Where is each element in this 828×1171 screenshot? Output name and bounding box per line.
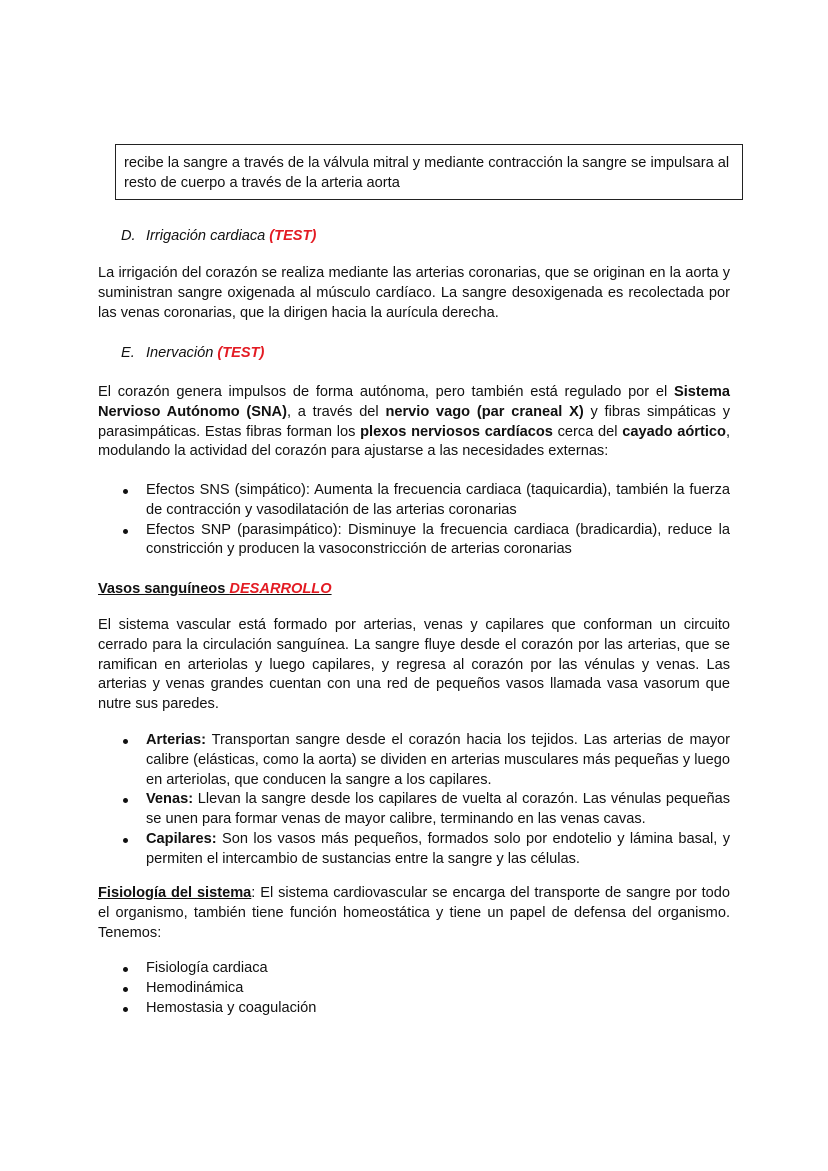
paragraph-text: [98, 884, 730, 943]
heading-letter: E.: [121, 345, 135, 361]
heading-letter: D.: [121, 228, 136, 244]
list-item: [121, 790, 730, 830]
heading-title: Inervación: [146, 345, 218, 361]
bold-term: plexos nerviosos cardíacos: [360, 423, 553, 440]
boxed-note: [115, 144, 743, 200]
paragraph-text: La irrigación del corazón se realiza mediante las arterias coronarias, que se originan en la aorta y suministran sangre oxigenada al músculo cardíaco. La sangre desoxigenada es recolectada por las venas coronarias, que la dirigen hacia la aurícula derecha.: [98, 265, 730, 321]
underlined-term: Fisiología del sistema: [98, 885, 252, 901]
desarrollo-tag: DESARROLLO: [229, 581, 332, 597]
paragraph-vasos: [98, 616, 730, 715]
boxed-line-1: recibe la sangre a través de la válvula mitral y mediante contracción la sangre se impulsara al: [124, 155, 730, 171]
section-title-text: Vasos sanguíneos: [98, 581, 230, 597]
paragraph-text: [98, 383, 730, 462]
paragraph-irrigacion: [98, 264, 730, 323]
heading-irrigacion: [121, 226, 316, 246]
bold-term: Arterias:: [146, 732, 207, 748]
heading-inervacion: [121, 343, 264, 363]
heading-title: Irrigación cardiaca: [146, 228, 270, 244]
list-nervous-effects: [121, 481, 730, 560]
boxed-line-2: resto de cuerpo a través de la arteria aorta: [124, 175, 400, 191]
list-item: Hemodinámica: [121, 979, 730, 999]
text-run: Son los vasos más pequeños, formados solo por endotelio y lámina basal, y permiten el intercambio de sustancias entre la sangre y las células.: [146, 830, 730, 867]
text-run: y fibras simpáticas y parasimpáticas. Estas fibras forman los: [98, 403, 731, 440]
bold-term: Capilares:: [146, 830, 217, 847]
list-item: [121, 731, 730, 790]
paragraph-text: El sistema vascular está formado por arterias, venas y capilares que conforman un circuito cerrado para la circulación sanguínea. La sangre fluye desde el corazón por las arterias, que se ramifican en arteriolas y luego capilares, y regresa al corazón por las vénulas y venas. Las arterias y venas grandes cuentan con una red de pequeños vasos llamada vasa vasorum que nutre sus paredes.: [98, 617, 730, 713]
list-item: Hemostasia y coagulación: [121, 999, 730, 1019]
text-run: : El sistema cardiovascular se encarga del transporte de sangre por todo el organismo, también tiene función homeostática y tiene un papel de defensa del organismo. Tenemos:: [98, 885, 730, 941]
list-item: Efectos SNS (simpático): Aumenta la frecuencia cardiaca (taquicardia), también la fuerza de contracción y vasodilatación de las arterias coronarias: [121, 481, 730, 521]
bold-term: cayado aórtico: [622, 423, 726, 440]
list-item: Efectos SNP (parasimpático): Disminuye la frecuencia cardiaca (bradicardia), reduce la constricción y producen la vasoconstricción de arterias coronarias: [121, 521, 730, 561]
test-tag: (TEST): [217, 345, 265, 361]
bold-term: Venas:: [146, 791, 194, 808]
text-run: Transportan sangre desde el corazón hacia los tejidos. Las arterias de mayor calibre (elásticas, como la aorta) se dividen en arterias musculares más pequeñas y luego en arteriolas, que conducen la sangre a los capilares.: [146, 732, 730, 788]
text-run: Llevan la sangre desde los capilares de vuelta al corazón. Las vénulas pequeñas se unen para formar venas de mayor calibre, terminando en las venas cavas.: [146, 791, 730, 828]
bold-term: nervio vago (par craneal X): [385, 403, 584, 420]
test-tag: (TEST): [269, 228, 317, 244]
paragraph-fisiologia: [98, 884, 730, 943]
list-physiology: [121, 959, 730, 1018]
list-item: Fisiología cardiaca: [121, 959, 730, 979]
text-run: El corazón genera impulsos de forma autónoma, pero también está regulado por el: [98, 384, 675, 400]
paragraph-inervacion: [98, 383, 730, 462]
text-run: , modulando la actividad del corazón para ajustarse a las necesidades externas:: [98, 423, 730, 460]
text-run: , a través del: [286, 403, 386, 420]
list-item: [121, 830, 730, 870]
section-title-vasos: [98, 579, 332, 599]
list-vessel-types: [121, 731, 730, 870]
text-run: cerca del: [552, 423, 623, 440]
bold-term: Sistema Nervioso Autónomo (SNA): [98, 384, 730, 420]
